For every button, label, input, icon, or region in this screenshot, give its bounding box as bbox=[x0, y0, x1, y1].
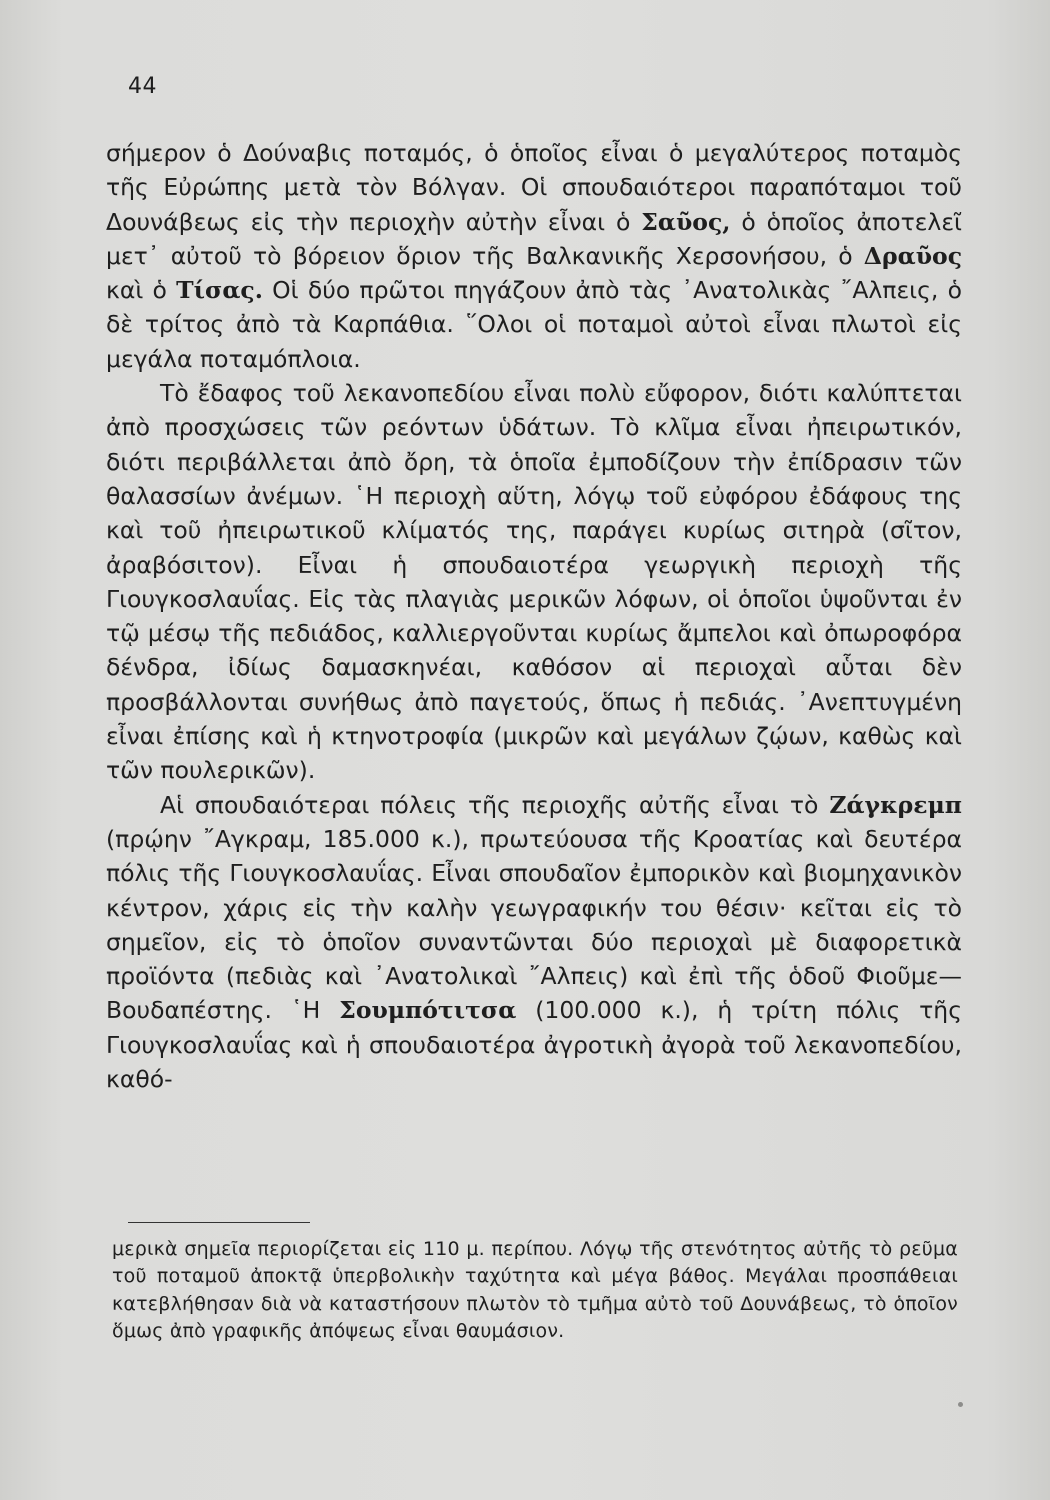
paragraph-3-text-c: (100.000 κ.), ἡ τρίτη πόλις τῆς Γιουγκοσλαυΐας καὶ ἡ σπουδαιοτέρα ἀγροτικὴ ἀγορὰ τοῦ λεκανοπεδίου, καθό- bbox=[106, 996, 962, 1094]
page-number: 44 bbox=[128, 74, 157, 99]
paragraph-3-text-a: Αἱ σπουδαιότεραι πόλεις τῆς περιοχῆς αὐτῆς εἶναι τὸ bbox=[160, 790, 830, 819]
river-name-tisa: Τίσας. bbox=[176, 276, 263, 305]
footnote-divider bbox=[128, 1222, 310, 1223]
paragraph-danube-tributaries bbox=[106, 136, 962, 376]
paper-speck bbox=[958, 1402, 963, 1407]
paragraph-cities bbox=[106, 788, 962, 1097]
city-name-subotica: Σουμπότιτσα bbox=[339, 996, 517, 1025]
paragraph-3-text-b: (πρῴην ῎Αγκραμ, 185.000 κ.), πρωτεύουσα τῆς Κροατίας καὶ δευτέρα πόλις τῆς Γιουγκοσλαυΐας. Εἶναι σπουδαῖον ἐμπορικὸν καὶ βιομηχανικὸν κέντρον, χάρις εἰς τὴν καλὴν γεωγραφικήν του θέσιν· κεῖται εἰς τὸ σημεῖον, εἰς τὸ ὁποῖον συναντῶνται δύο περιοχαὶ μὲ διαφορετικὰ προϊόντα (πεδιὰς καὶ ᾿Ανατολικαὶ ῎Αλπεις) καὶ ἐπὶ τῆς ὁδοῦ Φιοῦμε—Βουδαπέστης. ῾Η bbox=[106, 824, 962, 1025]
paragraph-1-text-b: ὁ ὁποῖος ἀποτελεῖ μετ᾿ αὐτοῦ τὸ βόρειον ὅριον τῆς Βαλκανικῆς Χερσονήσου, ὁ bbox=[106, 207, 962, 270]
footnote-text: μερικὰ σημεῖα περιορίζεται εἰς 110 μ. περίπου. Λόγῳ τῆς στενότητος αὐτῆς τὸ ρεῦμα τοῦ ποταμοῦ ἀποκτᾷ ὑπερβολικὴν ταχύτητα καὶ μέγα βάθος. Μεγάλαι προσπάθειαι κατεβλήθησαν διὰ νὰ καταστήσουν πλωτὸν τὸ τμῆμα αὐτὸ τοῦ Δουνάβεως, τὸ ὁποῖον ὅμως ἀπὸ γραφικῆς ἀπόψεως εἶναι θαυμάσιον. bbox=[112, 1238, 958, 1343]
paragraph-soil-climate: Τὸ ἔδαφος τοῦ λεκανοπεδίου εἶναι πολὺ εὔφορον, διότι καλύπτεται ἀπὸ προσχώσεις τῶν ρεόντων ὑδάτων. Τὸ κλῖμα εἶναι ἠπειρωτικόν, διότι περιβάλλεται ἀπὸ ὄρη, τὰ ὁποῖα ἐμποδίζουν τὴν ἐπίδρασιν τῶν θαλασσίων ἀνέμων. ῾Η περιοχὴ αὕτη, λόγῳ τοῦ εὐφόρου ἐδάφους της καὶ τοῦ ἠπειρωτικοῦ κλίματός της, παράγει κυρίως σιτηρὰ (σῖτον, ἀραβόσιτον). Εἶναι ἡ σπουδαιοτέρα γεωργικὴ περιοχὴ τῆς Γιουγκοσλαυΐας. Εἰς τὰς πλαγιὰς μερικῶν λόφων, οἱ ὁποῖοι ὑψοῦνται ἐν τῷ μέσῳ τῆς πεδιάδος, καλλιεργοῦνται κυρίως ἄμπελοι καὶ ὀπωροφόρα δένδρα, ἰδίως δαμασκηνέαι, καθόσον αἱ περιοχαὶ αὗται δὲν προσβάλλονται συνήθως ἀπὸ παγετούς, ὅπως ἡ πεδιάς. ᾿Ανεπτυγμένη εἶναι ἐπίσης καὶ ἡ κτηνοτροφία (μικρῶν καὶ μεγάλων ζῴων, καθὼς καὶ τῶν πουλερικῶν). bbox=[106, 379, 962, 785]
paragraph-1-text-d: Οἱ δύο πρῶτοι πηγάζουν ἀπὸ τὰς ᾿Ανατολικὰς ῎Αλπεις, ὁ δὲ τρίτος ἀπὸ τὰ Καρπάθια. ῞Ολοι οἱ ποταμοὶ αὐτοὶ εἶναι πλωτοὶ εἰς μεγάλα ποταμόπλοια. bbox=[106, 276, 962, 373]
paragraph-1-text-c: καὶ ὁ bbox=[106, 276, 177, 305]
river-name-sava: Σαῦος, bbox=[641, 207, 731, 236]
paragraph-1-text-a: σήμερον ὁ Δούναβις ποταμός, ὁ ὁποῖος εἶναι ὁ μεγαλύτερος ποταμὸς τῆς Εὐρώπης μετὰ τὸν Βόλγαν. Οἱ σπουδαιότεροι παραπόταμοι τοῦ Δουνάβεως εἰς τὴν περιοχὴν αὐτὴν εἶναι ὁ bbox=[106, 139, 962, 236]
city-name-zagreb: Ζάγκρεμπ bbox=[829, 790, 962, 819]
river-name-drava: Δραῦος bbox=[863, 241, 962, 270]
main-text bbox=[106, 136, 962, 1096]
